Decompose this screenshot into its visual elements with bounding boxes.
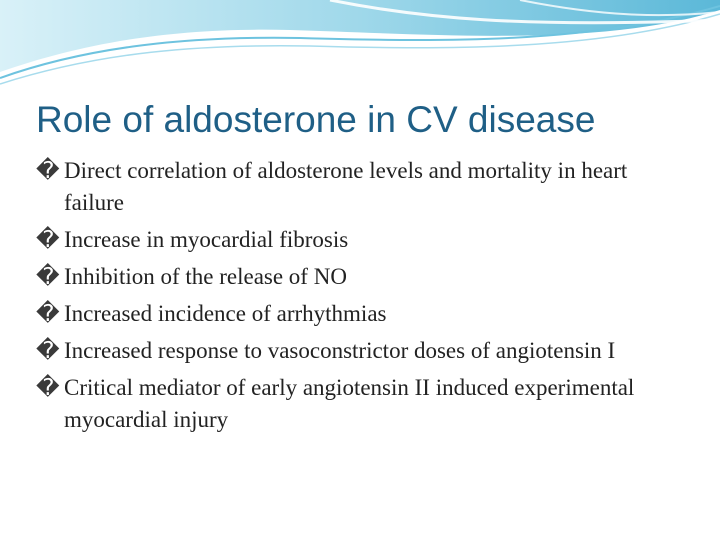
bullet-item	[36, 372, 686, 436]
bullet-item	[36, 155, 686, 219]
slide-title: Role of aldosterone in CV disease	[36, 99, 596, 140]
bullet-marker: �	[36, 301, 60, 326]
bullet-marker: �	[36, 338, 60, 363]
bullet-item	[36, 261, 686, 293]
bullet-item	[36, 335, 686, 367]
bullet-text: Critical mediator of early angiotensin II induced experimental myocardial injury	[64, 375, 635, 432]
bullet-marker: �	[36, 158, 60, 183]
bullet-text: Increased response to vasoconstrictor doses of angiotensin I	[64, 338, 616, 363]
bullet-marker: �	[36, 264, 60, 289]
bullet-list	[36, 155, 686, 441]
bullet-text: Direct correlation of aldosterone levels and mortality in heart failure	[64, 158, 628, 215]
bullet-marker: �	[36, 227, 60, 252]
bullet-item	[36, 298, 686, 330]
bullet-text: Inhibition of the release of NO	[64, 264, 347, 289]
bullet-item	[36, 224, 686, 256]
header-wave-decoration	[0, 0, 720, 90]
bullet-marker: �	[36, 375, 60, 400]
bullet-text: Increased incidence of arrhythmias	[64, 301, 387, 326]
bullet-text: Increase in myocardial fibrosis	[64, 227, 349, 252]
